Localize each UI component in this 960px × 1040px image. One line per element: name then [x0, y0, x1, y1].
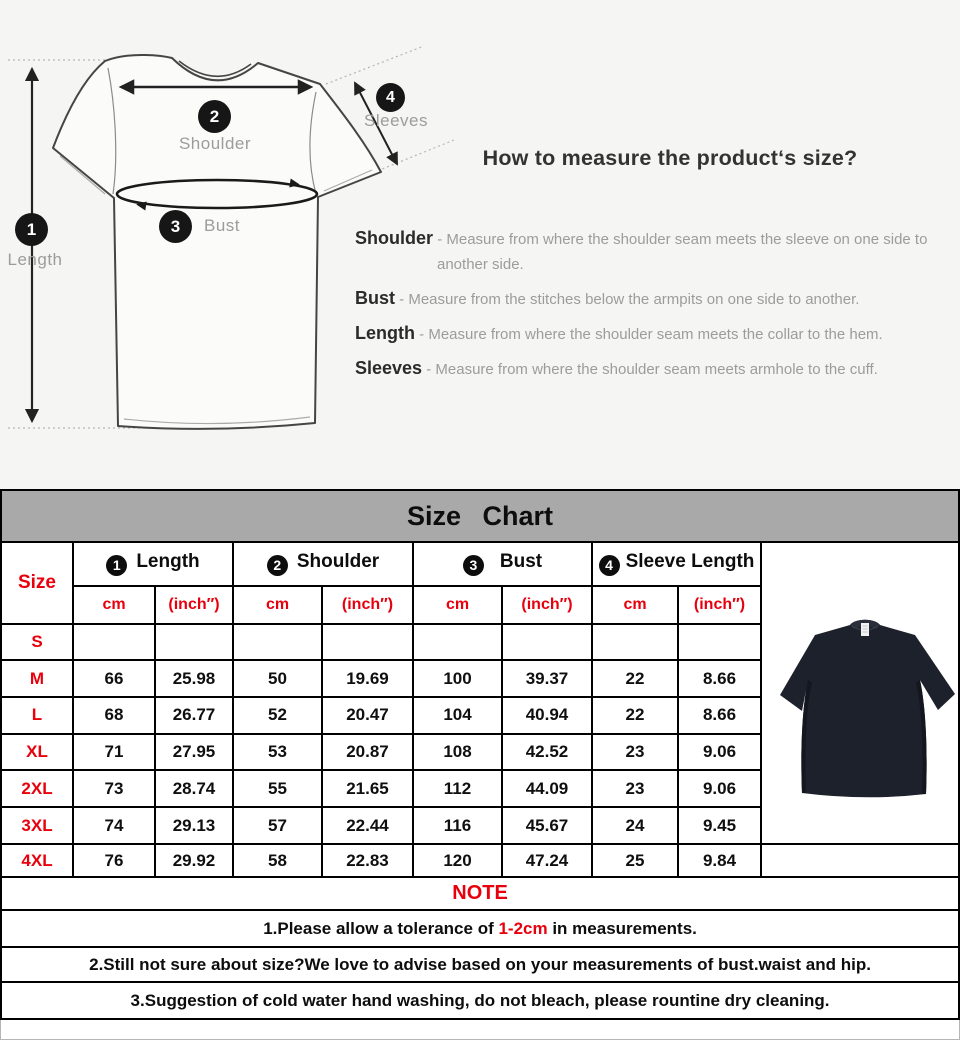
- cell-value: 112: [413, 770, 502, 807]
- unit-cm: cm: [592, 586, 678, 624]
- size-label: 3XL: [1, 807, 73, 844]
- badge-4-sleeves: [376, 83, 405, 112]
- cell-value: 22: [592, 697, 678, 734]
- note-row-1: [1, 910, 959, 947]
- cell-value: 47.24: [502, 844, 592, 877]
- cell-value: 58: [233, 844, 322, 877]
- size-label: 4XL: [1, 844, 73, 877]
- badge-number: 3: [170, 216, 181, 236]
- cell-value: 27.95: [155, 734, 233, 771]
- cell-value: 44.09: [502, 770, 592, 807]
- size-label: 2XL: [1, 770, 73, 807]
- definition-term: Sleeves: [355, 358, 423, 378]
- size-label: M: [1, 660, 73, 697]
- cell-value: 39.37: [502, 660, 592, 697]
- diagram-label-bust: Bust: [204, 216, 241, 235]
- definition-term: Shoulder: [355, 228, 434, 248]
- chart-banner-row: [1, 490, 959, 542]
- cell-value: 53: [233, 734, 322, 771]
- empty-cell: [761, 844, 959, 877]
- chart-title: Size Chart: [1, 490, 959, 542]
- size-label: XL: [1, 734, 73, 771]
- cell-value: 42.52: [502, 734, 592, 771]
- note-header-row: [1, 877, 959, 910]
- definition-desc: - Measure from where the shoulder seam meets the sleeve on one side to another side.: [437, 231, 928, 273]
- cell-value: [73, 624, 155, 661]
- group-header-length: [73, 542, 233, 586]
- definition-bust: [355, 286, 939, 312]
- cell-value: 24: [592, 807, 678, 844]
- definition-sleeves: [355, 356, 939, 382]
- group-badge: 3: [463, 555, 484, 576]
- cell-value: [155, 624, 233, 661]
- note-highlight: 1-2cm: [498, 918, 548, 938]
- cell-value: 22.83: [322, 844, 413, 877]
- badge-2-shoulder: [198, 100, 231, 133]
- badge-number: 2: [209, 106, 220, 126]
- cell-value: 74: [73, 807, 155, 844]
- cell-value: 120: [413, 844, 502, 877]
- black-tshirt-photo: [762, 543, 956, 843]
- cell-value: 52: [233, 697, 322, 734]
- cell-value: 8.66: [678, 660, 761, 697]
- group-label: Length: [136, 551, 200, 573]
- unit-inch: (inch″): [678, 586, 761, 624]
- unit-inch: (inch″): [322, 586, 413, 624]
- badge-1-length: [15, 213, 48, 246]
- diagram-label-sleeves: Sleeves: [364, 111, 428, 130]
- measure-definitions: [355, 226, 939, 391]
- definition-desc: - Measure from where the shoulder seam meets the collar to the hem.: [419, 326, 883, 343]
- note-text-part: 1.Please allow a tolerance of: [263, 918, 499, 938]
- cell-value: [678, 624, 761, 661]
- cell-value: [592, 624, 678, 661]
- cell-value: 40.94: [502, 697, 592, 734]
- cell-value: 104: [413, 697, 502, 734]
- cell-value: 116: [413, 807, 502, 844]
- definition-term: Length: [355, 323, 415, 343]
- cell-value: 71: [73, 734, 155, 771]
- cell-value: 100: [413, 660, 502, 697]
- note-text: 2.Still not sure about size?We love to advise based on your measurements of bust.waist and hip.: [1, 947, 959, 982]
- group-badge: 2: [267, 555, 288, 576]
- product-photo-cell: [761, 542, 959, 844]
- cell-value: 57: [233, 807, 322, 844]
- group-badge: 4: [599, 555, 620, 576]
- diagram-label-length: Length: [7, 250, 63, 269]
- header-row-groups: [1, 542, 959, 586]
- group-header-sleeve-length: [592, 542, 761, 586]
- note-text: 3.Suggestion of cold water hand washing, do not bleach, please rountine dry cleaning.: [1, 982, 959, 1019]
- unit-cm: cm: [233, 586, 322, 624]
- badge-number: 1: [26, 219, 37, 239]
- cell-value: 22: [592, 660, 678, 697]
- size-chart-table: [0, 489, 960, 1020]
- size-column-header: Size: [1, 542, 73, 624]
- cell-value: 73: [73, 770, 155, 807]
- cell-value: 66: [73, 660, 155, 697]
- cell-value: 9.84: [678, 844, 761, 877]
- cell-value: [322, 624, 413, 661]
- unit-inch: (inch″): [155, 586, 233, 624]
- cell-value: 9.45: [678, 807, 761, 844]
- group-label: Sleeve Length: [625, 551, 755, 573]
- badge-3-bust: [159, 210, 192, 243]
- guide-title: How to measure the product‘s size?: [482, 146, 858, 170]
- cell-value: 20.87: [322, 734, 413, 771]
- size-label: L: [1, 697, 73, 734]
- cell-value: [413, 624, 502, 661]
- measure-guide-section: [0, 0, 960, 489]
- cell-value: 29.13: [155, 807, 233, 844]
- cell-value: 68: [73, 697, 155, 734]
- unit-inch: (inch″): [502, 586, 592, 624]
- cell-value: 23: [592, 770, 678, 807]
- note-row-3: [1, 982, 959, 1019]
- cell-value: 22.44: [322, 807, 413, 844]
- cell-value: 21.65: [322, 770, 413, 807]
- unit-cm: cm: [73, 586, 155, 624]
- note-text: [1, 910, 959, 947]
- cell-value: [233, 624, 322, 661]
- unit-cm: cm: [413, 586, 502, 624]
- table-row-4xl: [1, 844, 959, 877]
- note-text-part: in measurements.: [547, 918, 697, 938]
- note-title: NOTE: [1, 877, 959, 910]
- definition-length: [355, 321, 939, 347]
- cell-value: 25: [592, 844, 678, 877]
- definition-desc: - Measure from where the shoulder seam meets armhole to the cuff.: [426, 361, 878, 378]
- cell-value: 76: [73, 844, 155, 877]
- cell-value: 108: [413, 734, 502, 771]
- cell-value: 50: [233, 660, 322, 697]
- badge-number: 4: [386, 88, 395, 106]
- size-label: S: [1, 624, 73, 661]
- group-badge: 1: [106, 555, 127, 576]
- cell-value: 9.06: [678, 770, 761, 807]
- cell-value: 26.77: [155, 697, 233, 734]
- group-label: Shoulder: [296, 551, 380, 573]
- cell-value: 28.74: [155, 770, 233, 807]
- cell-value: [502, 624, 592, 661]
- cell-value: 25.98: [155, 660, 233, 697]
- definition-shoulder: [355, 226, 939, 277]
- diagram-label-shoulder: Shoulder: [178, 134, 252, 153]
- definition-term: Bust: [355, 288, 395, 308]
- cell-value: 19.69: [322, 660, 413, 697]
- note-row-2: [1, 947, 959, 982]
- cell-value: 8.66: [678, 697, 761, 734]
- cell-value: 23: [592, 734, 678, 771]
- definition-desc: - Measure from the stitches below the armpits on one side to another.: [399, 291, 860, 308]
- group-header-bust: [413, 542, 592, 586]
- cell-value: 55: [233, 770, 322, 807]
- group-label: Bust: [499, 551, 543, 573]
- cell-value: 9.06: [678, 734, 761, 771]
- cell-value: 29.92: [155, 844, 233, 877]
- group-header-shoulder: [233, 542, 413, 586]
- cell-value: 45.67: [502, 807, 592, 844]
- cell-value: 20.47: [322, 697, 413, 734]
